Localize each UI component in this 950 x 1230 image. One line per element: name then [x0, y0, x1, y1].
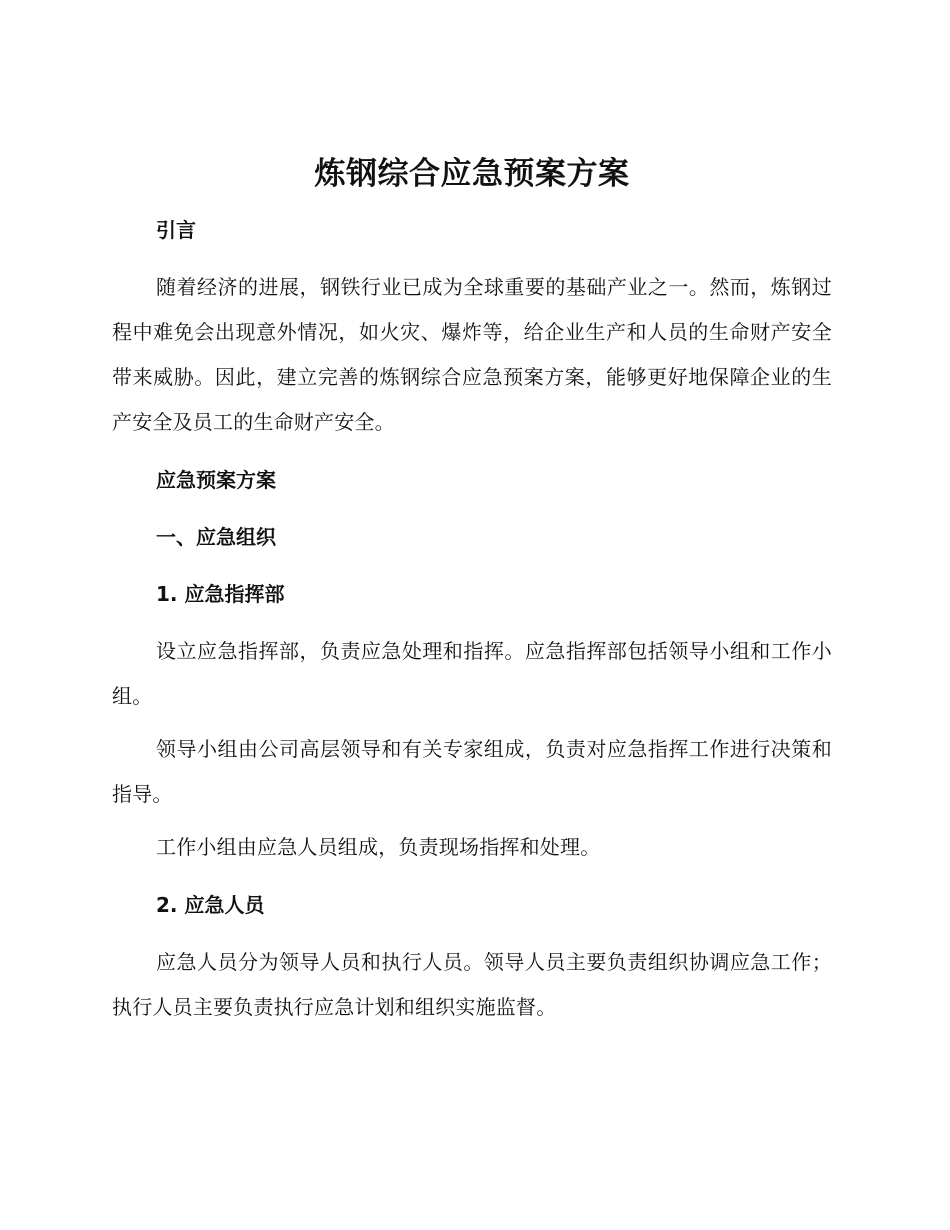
section-heading-plan: 应急预案方案 [156, 468, 276, 492]
subsection-heading-command: 1. 应急指挥部 [156, 582, 285, 606]
command-paragraph-1: 设立应急指挥部，负责应急处理和指挥。应急指挥部包括领导小组和工作小组。 [112, 639, 832, 708]
section-heading-organization: 一、应急组织 [156, 525, 276, 549]
command-paragraph-3: 工作小组由应急人员组成，负责现场指挥和处理。 [156, 835, 601, 859]
command-paragraph-2: 领导小组由公司高层领导和有关专家组成，负责对应急指挥工作进行决策和指导。 [112, 737, 832, 806]
intro-paragraph: 随着经济的进展，钢铁行业已成为全球重要的基础产业之一。然而，炼钢过程中难免会出现意外情况，如火灾、爆炸等，给企业生产和人员的生命财产安全带来威胁。因此，建立完善的炼钢综合应急预案方案，能够更好地保障企业的生产安全及员工的生命财产安全。 [112, 275, 832, 434]
document-body [112, 148, 832, 1030]
section-heading-intro: 引言 [156, 218, 196, 242]
document-title: 炼钢综合应急预案方案 [314, 156, 630, 192]
personnel-paragraph: 应急人员分为领导人员和执行人员。领导人员主要负责组织协调应急工作；执行人员主要负责执行应急计划和组织实施监督。 [112, 950, 832, 1019]
subsection-heading-personnel: 2. 应急人员 [156, 893, 265, 917]
